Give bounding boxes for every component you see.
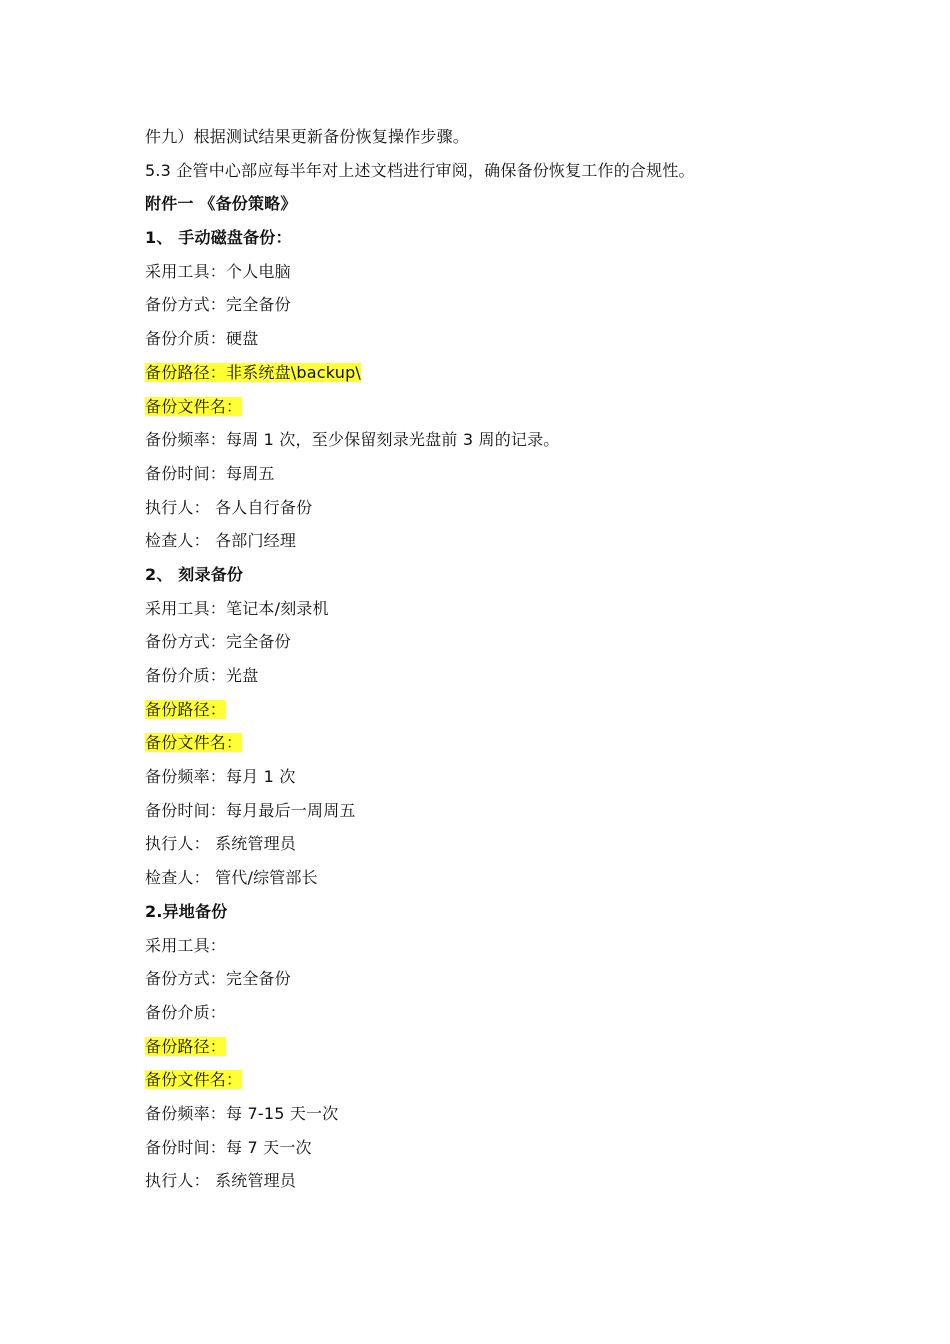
s2-checker-text: 检查人： 管代/综管部长: [145, 868, 318, 888]
s3-medium: [145, 996, 825, 1030]
s2-tool-text: 采用工具：笔记本/刻录机: [145, 598, 329, 618]
s2-tool: [145, 592, 825, 626]
s1-executor-text: 执行人： 各人自行备份: [145, 497, 313, 517]
s3-filename-text: 备份文件名：: [145, 1070, 243, 1090]
s1-medium: [145, 322, 825, 356]
s1-method: [145, 288, 825, 322]
s3-time: [145, 1131, 825, 1165]
s3-frequency-text: 备份频率：每 7-15 天一次: [145, 1103, 339, 1123]
section-2-heading: [145, 558, 825, 592]
section-1-heading: [145, 221, 825, 255]
s3-medium-text: 备份介质：: [145, 1002, 227, 1022]
s2-medium: [145, 659, 825, 693]
s2-frequency: [145, 760, 825, 794]
s1-executor: [145, 491, 825, 525]
s3-tool-text: 采用工具：: [145, 935, 227, 955]
s3-tool: [145, 929, 825, 963]
s2-time: [145, 794, 825, 828]
s2-path: [145, 693, 825, 727]
s3-method: [145, 962, 825, 996]
s1-frequency: [145, 423, 825, 457]
section-3-heading-text: 2.异地备份: [145, 901, 228, 921]
s2-filename: [145, 726, 825, 760]
line-2-text: 5.3 企管中心部应每半年对上述文档进行审阅，确保备份恢复工作的合规性。: [145, 160, 695, 180]
s1-tool-text: 采用工具：个人电脑: [145, 261, 291, 281]
s2-executor: [145, 827, 825, 861]
s3-time-text: 备份时间：每 7 天一次: [145, 1137, 312, 1157]
s1-checker-text: 检查人： 各部门经理: [145, 531, 297, 551]
section-2-heading-text: 2、 刻录备份: [145, 564, 244, 584]
document-body: [145, 120, 825, 1198]
s3-path-text: 备份路径：: [145, 1036, 227, 1056]
s2-frequency-text: 备份频率：每月 1 次: [145, 767, 296, 787]
line-1-text: 件九）根据测试结果更新备份恢复操作步骤。: [145, 127, 470, 146]
s3-path: [145, 1030, 825, 1064]
text-line-2: [145, 154, 825, 188]
s1-tool: [145, 255, 825, 289]
s3-executor: [145, 1164, 825, 1198]
s2-method: [145, 625, 825, 659]
section-1-heading-text: 1、 手动磁盘备份：: [145, 228, 292, 248]
s3-method-text: 备份方式：完全备份: [145, 969, 291, 989]
appendix-heading: [145, 187, 825, 221]
s2-filename-text: 备份文件名：: [145, 733, 243, 753]
s2-time-text: 备份时间：每月最后一周周五: [145, 800, 356, 820]
section-3-heading: [145, 895, 825, 929]
s2-medium-text: 备份介质：光盘: [145, 666, 259, 685]
s1-medium-text: 备份介质：硬盘: [145, 329, 259, 349]
s2-path-text: 备份路径：: [145, 699, 227, 719]
appendix-heading-text: 附件一 《备份策略》: [145, 194, 297, 214]
s1-filename: [145, 390, 825, 424]
s1-time: [145, 457, 825, 491]
s1-checker: [145, 524, 825, 558]
s1-time-text: 备份时间：每周五: [145, 463, 275, 483]
s1-path-text: 备份路径：非系统盘\backup\: [145, 362, 362, 382]
s1-filename-text: 备份文件名：: [145, 396, 243, 416]
s2-executor-text: 执行人： 系统管理员: [145, 834, 297, 854]
s3-frequency: [145, 1097, 825, 1131]
s2-method-text: 备份方式：完全备份: [145, 632, 291, 652]
s1-method-text: 备份方式：完全备份: [145, 295, 291, 315]
s1-path: [145, 356, 825, 390]
text-line-1: [145, 120, 825, 154]
s1-frequency-text: 备份频率：每周 1 次，至少保留刻录光盘前 3 周的记录。: [145, 430, 560, 450]
s2-checker: [145, 861, 825, 895]
s3-executor-text: 执行人： 系统管理员: [145, 1171, 297, 1191]
s3-filename: [145, 1063, 825, 1097]
